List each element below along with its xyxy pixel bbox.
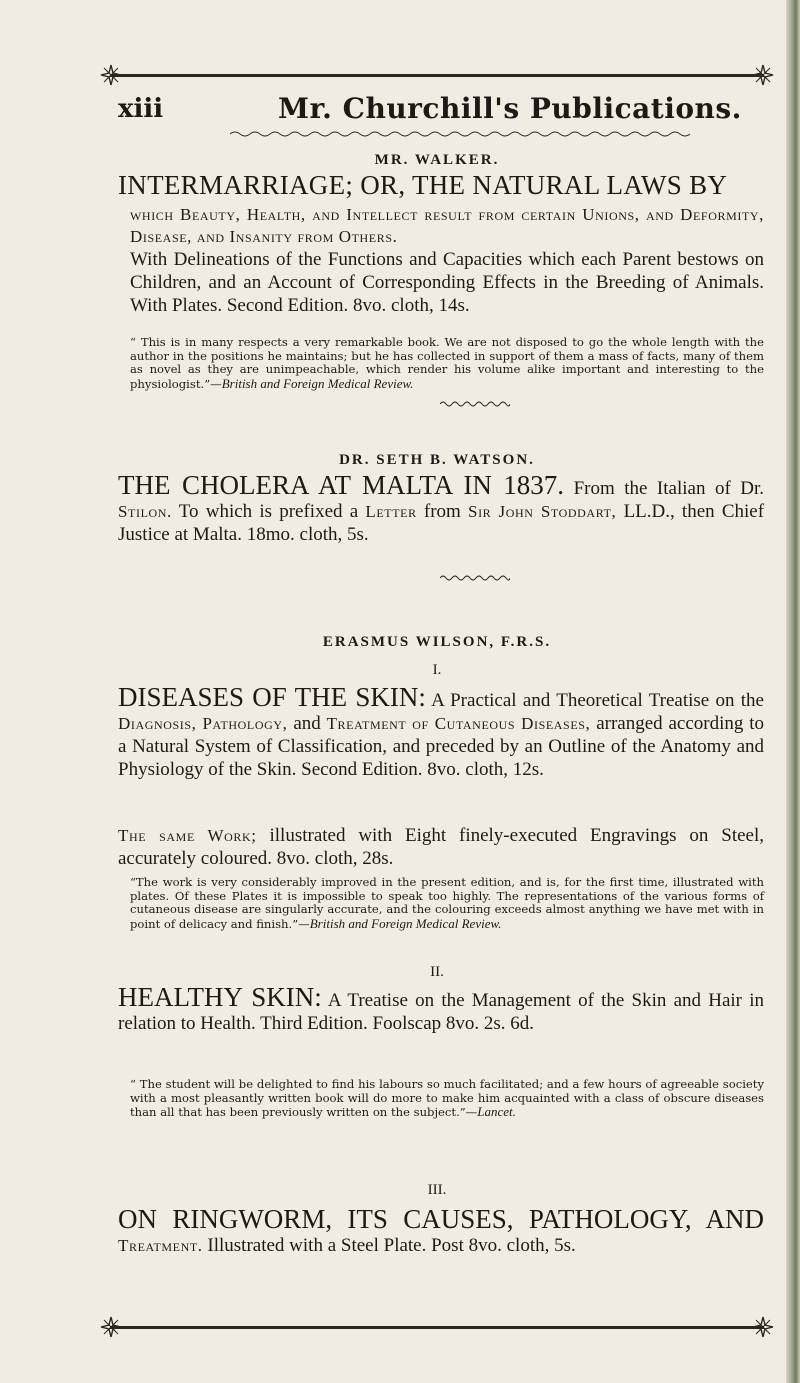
- entry-healthy-skin: [118, 982, 764, 1035]
- review-text: “ The student will be delighted to find his labours so much facilitated; and a few hours of agreeable society with a most pleasantly written book will do more to make him acquainted with a class of obscure diseases than all that has been previously written on the subject.”—: [130, 1077, 764, 1119]
- entry-cholera: [118, 470, 765, 546]
- review-text: “ This is in many respects a very remarkable book. We are not disposed to go the whole length with the author in the positions he maintains; but he has collected in support of them a mass of facts, many of them as novel as they are unimpeachable, which render his volume alike important and interesting to the physiologist.”—: [130, 335, 764, 391]
- review-source: Lancet.: [477, 1104, 516, 1119]
- author-watson: DR. SETH B. WATSON.: [339, 452, 535, 468]
- wavy-divider-short: [440, 400, 510, 408]
- title-main: THE CHOLERA AT MALTA IN 1837.: [118, 470, 565, 500]
- review-text: “The work is very considerably improved in the present edition, and is, for the first time, illustrated with plates. Of these Plates it is impossible to speak too highly. The representations of the various forms of cutaneous disease are singularly accurate, and the colouring exceeds almost anything we have met with in point of delicacy and finish.”—: [130, 875, 764, 931]
- entry-description: Illustrated with a Steel Plate. Post 8vo. cloth, 5s.: [207, 1235, 576, 1256]
- work-numeral: III.: [427, 1182, 447, 1198]
- title-main: DISEASES OF THE SKIN:: [118, 682, 426, 712]
- entry-title: [118, 172, 764, 200]
- title-main: ON RINGWORM, ITS CAUSES, PATHOLOGY, AND: [118, 1204, 764, 1234]
- title-sc: Treatment.: [118, 1236, 203, 1255]
- title-rest: A Practical and Theoretical Treatise on the: [431, 690, 764, 711]
- corner-ornament-icon: [752, 1316, 774, 1338]
- review-quote: [118, 876, 764, 931]
- top-rule: [110, 74, 764, 77]
- page-frame: [110, 64, 764, 1344]
- person-name: Sir John Stoddart,: [468, 502, 617, 521]
- letter-label: Letter: [365, 502, 417, 521]
- work-numeral: II.: [430, 964, 444, 980]
- entry-description: With Delineations of the Functions and Capacities which each Parent bestows on Children, and an Account of Corresponding Effects in the Breeding of Animals. With Plates. Second Edition. 8vo. cloth, 14s.: [130, 249, 764, 316]
- wavy-divider: [230, 130, 690, 138]
- entry-ringworm: [118, 1204, 764, 1257]
- author-walker: MR. WALKER.: [374, 152, 500, 168]
- review-source: British and Foreign Medical Review.: [221, 375, 414, 391]
- entry-description: arranged according to a Natural System of Classification, and preceded by an Outline of the Anatomy and Physiology of the Skin. Second Edition. 8vo. cloth, 12s.: [118, 713, 765, 780]
- entry-diseases-skin: [118, 682, 765, 781]
- corner-ornament-icon: [100, 64, 122, 86]
- title-main: HEALTHY SKIN:: [118, 982, 322, 1012]
- person-name: Stilon.: [118, 502, 172, 521]
- description-part: from: [423, 501, 461, 522]
- entry-description: A Treatise on the Management of the Skin and Hair in relation to Health. Third Edition. Foolscap 8vo. 2s. 6d.: [118, 990, 764, 1034]
- same-work-label: The same Work;: [118, 826, 257, 845]
- title-and: and: [293, 713, 321, 734]
- running-title: Mr. Churchill's Publications.: [278, 92, 742, 125]
- review-source: British and Foreign Medical Review.: [309, 915, 502, 931]
- bottom-rule: [110, 1326, 764, 1329]
- page-number: xiii: [118, 94, 164, 124]
- title-subtitle: which Beauty, Health, and Intellect result from certain Unions, and Deformity, Disease, and Insanity from Others.: [130, 205, 764, 246]
- description-part: To which is prefixed a: [178, 501, 359, 522]
- wavy-divider-short: [440, 574, 510, 582]
- corner-ornament-icon: [752, 64, 774, 86]
- book-spine-edge: [786, 0, 800, 1383]
- running-header: [118, 90, 756, 130]
- same-work-text: illustrated with Eight finely-executed Engravings on Steel, accurately coloured. 8vo. cloth, 28s.: [118, 825, 764, 869]
- title-sc: Treatment of Cutaneous Diseases,: [326, 714, 591, 733]
- work-numeral: I.: [432, 662, 442, 678]
- title-sc: Diagnosis, Pathology,: [118, 714, 288, 733]
- review-quote: [118, 336, 764, 391]
- corner-ornament-icon: [100, 1316, 122, 1338]
- review-quote: [118, 1078, 764, 1120]
- author-wilson: ERASMUS WILSON, F.R.S.: [322, 634, 552, 650]
- description-part: LL.D., then Chief Justice at Malta. 18mo. cloth, 5s.: [118, 501, 765, 545]
- title-main: INTERMARRIAGE; OR, THE NATURAL LAWS BY: [118, 170, 728, 200]
- same-work-line: [118, 824, 764, 870]
- description-part: From the Italian of Dr.: [573, 478, 765, 499]
